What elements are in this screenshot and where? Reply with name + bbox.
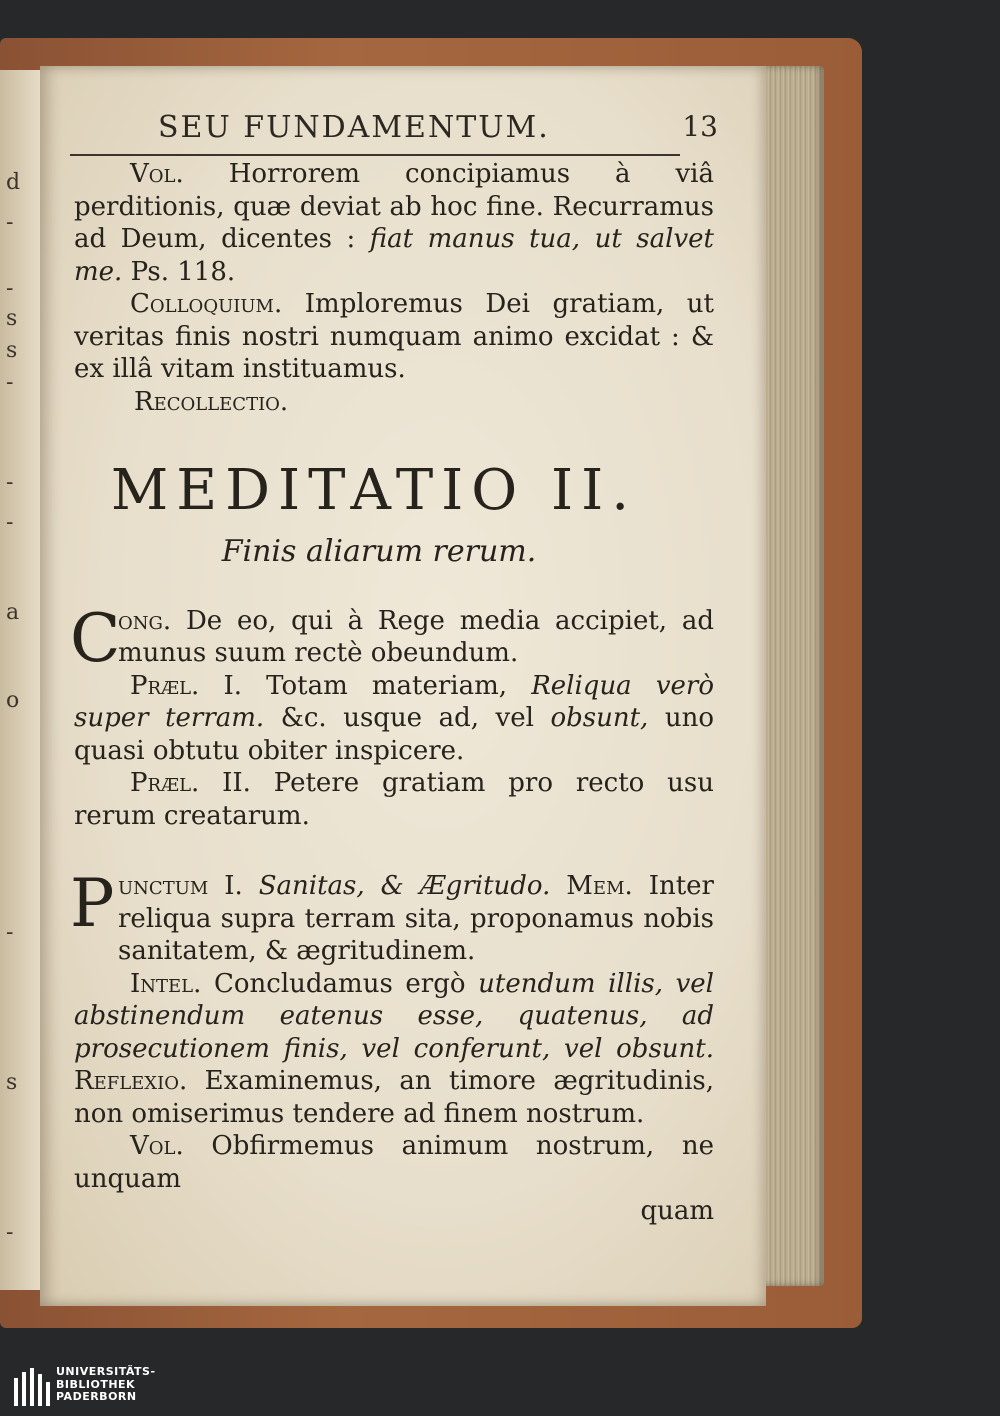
logo-line-2: BIBLIOTHEK <box>56 1377 136 1391</box>
reflexio-text: Examinemus, an timore ægritudinis, non omiserimus tendere ad finem nostrum. <box>74 1066 714 1129</box>
vol2-paragraph <box>74 1130 714 1195</box>
recollectio: Recollectio. <box>134 386 289 417</box>
mem-label: Mem. <box>550 871 633 901</box>
fragment-char: - <box>6 510 14 535</box>
intel-label: Intel. <box>130 968 202 999</box>
prael1-text-a: I. Totam materiam, <box>199 670 532 701</box>
library-logo <box>14 1366 174 1410</box>
cong-label: ong. <box>118 605 172 636</box>
fragment-char: - <box>6 470 14 495</box>
page-number: 13 <box>682 110 718 143</box>
dropcap-p: P <box>70 865 115 942</box>
prael2-label: Præl. <box>130 768 200 798</box>
prael1-paragraph <box>74 670 714 768</box>
colloquium-label: Colloquium. <box>130 289 283 319</box>
fragment-char: - <box>6 276 14 301</box>
left-page-edge <box>0 70 40 1290</box>
dropcap-c: C <box>70 599 121 677</box>
fragment-char: - <box>6 920 14 945</box>
vol2-label: Vol. <box>130 1131 184 1161</box>
vol-label: Vol. <box>130 159 184 189</box>
colloquium-paragraph <box>74 288 714 386</box>
fragment-char: d <box>6 170 21 195</box>
library-logo-text <box>56 1366 156 1404</box>
vol-paragraph <box>74 158 714 288</box>
vol-quote: fiat manus tua, ut salvet me. <box>74 224 714 287</box>
vol-ref: Ps. 118. <box>122 256 236 287</box>
intel-text: Concludamus ergò <box>201 968 479 999</box>
intel-quote: utendum illis, vel abstinendum eatenus esse, quatenus, ad prosecutionem finis, vel conferunt, vel obsunt. <box>74 968 714 1064</box>
page-fore-edge <box>762 66 824 1286</box>
vol-text: Horrorem concipiamus à viâ perditionis, quæ deviat ab hoc fine. Recurramus ad Deum, dicentes : <box>74 159 714 254</box>
fragment-char: s <box>6 1070 18 1095</box>
prael2-paragraph <box>74 767 714 832</box>
prael1-label: Præl. <box>130 670 200 701</box>
colloquium-text: Imploremus Dei gratiam, ut veritas finis nostri numquam animo excidat : & ex illâ vitam instituamus. <box>74 289 714 384</box>
cong-paragraph <box>70 599 714 677</box>
punctum-label: unctum <box>118 871 209 901</box>
meditation-title: MEDITATIO II. <box>110 458 638 523</box>
library-logo-mark-icon <box>14 1368 52 1406</box>
fragment-char: o <box>6 688 20 713</box>
fragment-char: s <box>6 306 18 331</box>
fragment-char: - <box>6 210 14 235</box>
running-title: SEU FUNDAMENTUM. <box>158 110 550 145</box>
fragment-char: - <box>6 1220 14 1245</box>
punctum-num: I. <box>208 871 259 901</box>
running-head <box>158 110 718 150</box>
text-block <box>70 158 715 1228</box>
prael2-text: II. Petere gratiam pro recto usu rerum creatarum. <box>74 768 714 831</box>
meditation-subtitle: Finis aliarum rerum. <box>221 534 537 569</box>
header-rule <box>70 154 680 156</box>
logo-line-3: PADERBORN <box>56 1390 137 1403</box>
spacer <box>74 832 714 870</box>
catchword: quam <box>640 1196 714 1226</box>
logo-line-1: UNIVERSITÄTS- <box>56 1365 156 1378</box>
intel-paragraph <box>74 968 714 1131</box>
prael1-quote: Reliqua verò super terram. <box>74 670 715 733</box>
vol2-text: Obfirmemus animum nostrum, ne unquam <box>74 1131 714 1194</box>
fragment-char: - <box>6 370 14 395</box>
fragment-char: a <box>6 600 20 625</box>
punctum-title: Sanitas, & Ægritudo. <box>258 871 551 901</box>
prael1-text-b: &c. usque ad, vel <box>264 703 551 733</box>
prael1-text-c: uno quasi obtutu obiter inspicere. <box>74 703 714 766</box>
reflexio-label: Reflexio. <box>74 1066 188 1096</box>
left-margin-fragments <box>0 70 40 1290</box>
prael1-quote2: obsunt, <box>550 703 649 733</box>
book-page <box>40 66 766 1306</box>
cong-text: De eo, qui à Rege media accipiet, ad munus suum rectè obeundum. <box>118 605 714 668</box>
fragment-char: s <box>6 338 18 363</box>
punctum-text: Inter reliqua supra terram sita, proponamus nobis sanitatem, & ægritudinem. <box>118 871 714 966</box>
punctum-paragraph <box>70 865 714 968</box>
